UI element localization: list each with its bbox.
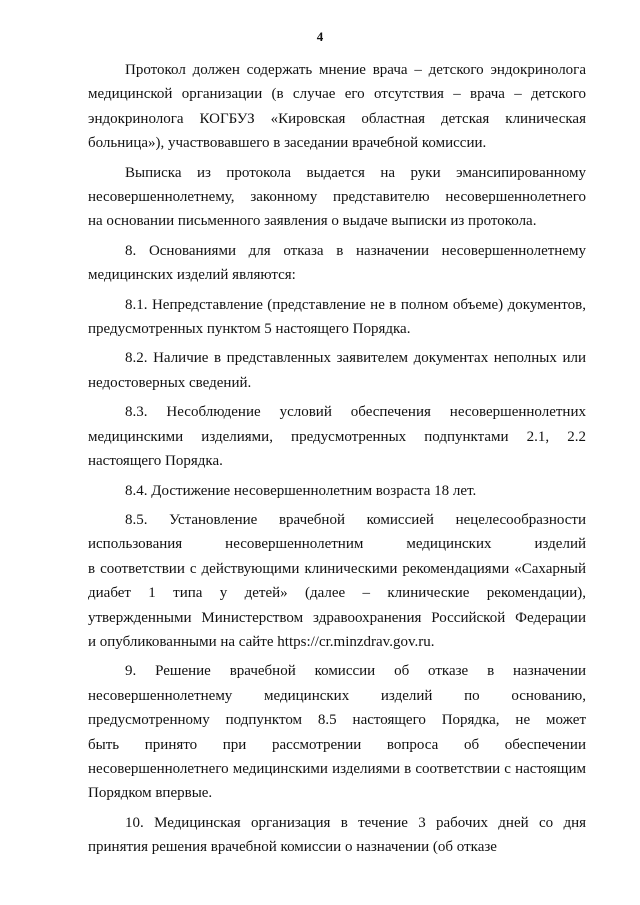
text-line: 8.2. Наличие в представленных заявителем документах неполных или [125, 350, 586, 367]
text-line: 8.4. Достижение несовершеннолетним возраста 18 лет. [125, 482, 477, 499]
text-line: медицинской организации (в случае его отсутствия – врача – детского [88, 86, 586, 103]
text-line: диабет 1 типа у детей» (далее – клинические рекомендации), [88, 585, 586, 602]
paragraph-p7 [88, 479, 586, 503]
text-line: недостоверных сведений. [88, 374, 252, 391]
text-line: 8.5. Установление врачебной комиссией нецелесообразности [125, 511, 586, 528]
text-line: несовершеннолетнего медицинскими изделиями в соответствии с настоящим [88, 760, 586, 777]
text-line: использования несовершеннолетним медицинских изделий [88, 536, 586, 553]
paragraph-p2 [88, 161, 586, 234]
text-line: предусмотренных пунктом 5 настоящего Порядка. [88, 321, 411, 338]
text-line: на основании письменного заявления о выдаче выписки из протокола. [88, 213, 537, 230]
text-line: Протокол должен содержать мнение врача – детского эндокринолога [125, 62, 586, 78]
page-number: 4 [316, 29, 324, 44]
text-line: 8.3. Несоблюдение условий обеспечения несовершеннолетних [125, 404, 586, 421]
text-line: медицинскими изделиями, предусмотренных подпунктами 2.1, 2.2 [88, 428, 586, 445]
text-line: предусмотренному подпунктом 8.5 настоящего Порядка, не может [88, 712, 586, 729]
paragraph-p3 [88, 239, 586, 288]
text-line: 8.1. Непредставление (представление не в полном объеме) документов, [125, 296, 586, 313]
text-line: 9. Решение врачебной комиссии об отказе в назначении [125, 663, 586, 680]
text-line: 10. Медицинская организация в течение 3 рабочих дней со дня [125, 814, 586, 831]
text-line: Выписка из протокола выдается на руки эмансипированному [125, 164, 586, 181]
paragraph-p1 [88, 58, 586, 156]
paragraph-p4 [88, 293, 586, 342]
text-line: и опубликованными на сайте https://cr.minzdrav.gov.ru. [88, 633, 435, 650]
text-line: в соответствии с действующими клиническими рекомендациями «Сахарный [88, 560, 586, 577]
text-line: больница»), участвовавшего в заседании врачебной комиссии. [88, 135, 487, 152]
text-line: принятия решения врачебной комиссии о назначении (об отказе [88, 839, 497, 856]
text-line: несовершеннолетнему, законному представителю несовершеннолетнего [88, 189, 586, 206]
paragraph-p10 [88, 811, 586, 860]
text-line: настоящего Порядка. [88, 453, 223, 470]
document-body [88, 58, 586, 865]
text-line: эндокринолога КОГБУЗ «Кировская областная детская клиническая [88, 110, 586, 127]
paragraph-p5 [88, 346, 586, 395]
paragraph-p6 [88, 400, 586, 473]
text-line: Порядком впервые. [88, 785, 213, 802]
text-line: 8. Основаниями для отказа в назначении несовершеннолетнему [125, 242, 586, 259]
text-line: несовершеннолетнему медицинских изделий по основанию, [88, 687, 586, 704]
paragraph-p9 [88, 659, 586, 805]
text-line: медицинских изделий являются: [88, 267, 296, 284]
text-line: утвержденными Министерством здравоохранения Российской Федерации [88, 609, 586, 626]
paragraph-p8 [88, 508, 586, 654]
text-line: быть принято при рассмотрении вопроса об обеспечении [88, 736, 586, 753]
